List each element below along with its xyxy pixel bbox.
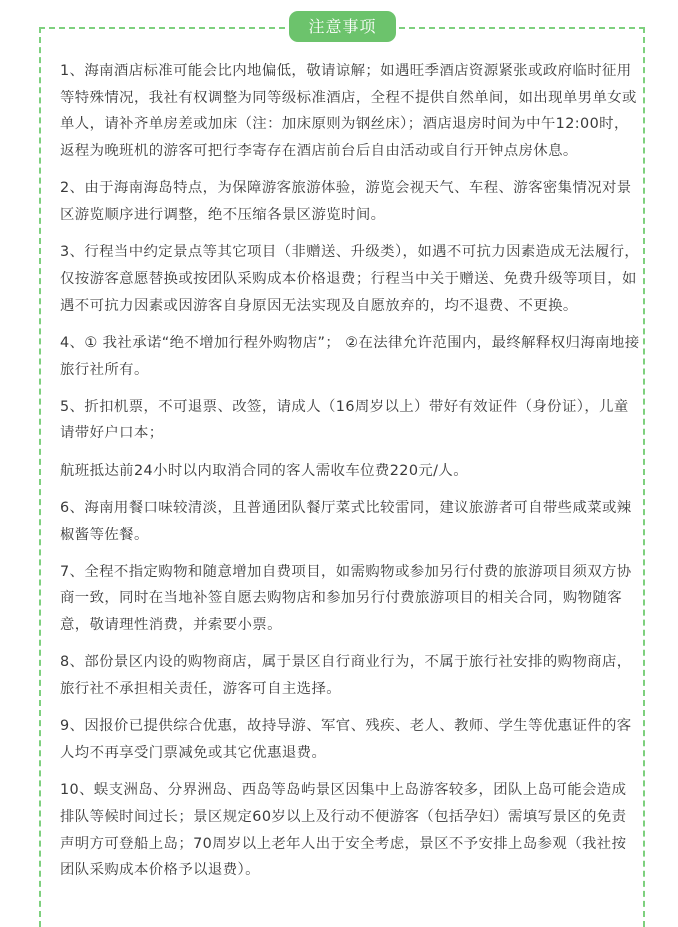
notice-item-10: 10、蜈支洲岛、分界洲岛、西岛等岛屿景区因集中上岛游客较多，团队上岛可能会造成排队等候时间过长；景区规定60岁以上及行动不便游客（包括孕妇）需填写景区的免责声明方可登船上岛；70周岁以上老年人出于安全考虑，景区不予安排上岛参观（我社按团队采购成本价格予以退费）。: [60, 782, 627, 879]
notice-item-5-note: 航班抵达前24小时以内取消合同的客人需收车位费220元/人。: [60, 462, 469, 479]
notice-item-6: 6、海南用餐口味较清淡，且普通团队餐厅菜式比较雷同，建议旅游者可自带些咸菜或辣椒酱等佐餐。: [60, 499, 632, 543]
notice-content: [60, 58, 640, 894]
notice-item-9: 9、因报价已提供综合优惠，故持导游、军官、残疾、老人、教师、学生等优惠证件的客人均不再享受门票减免或其它优惠退费。: [60, 718, 632, 761]
notice-item-2: 2、由于海南海岛特点，为保障游客旅游体验，游览会视天气、车程、游客密集情况对景区游览顺序进行调整，绝不压缩各景区游览时间。: [60, 180, 632, 224]
notice-title: 注意事项: [289, 11, 396, 42]
notice-item-5: 5、折扣机票，不可退票、改签，请成人（16周岁以上）带好有效证件（身份证），儿童请带好户口本；: [60, 398, 629, 442]
notice-item-4: 4、① 我社承诺“绝不增加行程外购物店”； ②在法律允许范围内，最终解释权归海南地接旅行社所有。: [60, 334, 640, 378]
notice-item-8: 8、部份景区内设的购物商店，属于景区自行商业行为，不属于旅行社安排的购物商店，旅行社不承担相关责任，游客可自主选择。: [60, 654, 632, 698]
notice-item-1: 1、海南酒店标准可能会比内地偏低，敬请谅解；如遇旺季酒店资源紧张或政府临时征用等特殊情况，我社有权调整为同等级标准酒店，全程不提供自然单间，如出现单男单女或单人，请补齐单房差或加床（注：加床原则为钢丝床）；酒店退房时间为中午12:00时，返程为晚班机的游客可把行李寄存在酒店前台后自由活动或自行开钟点房休息。: [60, 63, 637, 160]
notice-item-3: 3、行程当中约定景点等其它项目（非赠送、升级类），如遇不可抗力因素造成无法履行，仅按游客意愿替换或按团队采购成本价格退费；行程当中关于赠送、免费升级等项目，如遇不可抗力因素或因游客自身原因无法实现及自愿放弃的，均不退费、不更换。: [60, 244, 640, 314]
notice-item-7: 7、全程不指定购物和随意增加自费项目，如需购物或参加另行付费的旅游项目须双方协商一致，同时在当地补签自愿去购物店和参加另行付费旅游项目的相关合同，购物随客意，敬请理性消费，并索要小票。: [60, 563, 632, 634]
